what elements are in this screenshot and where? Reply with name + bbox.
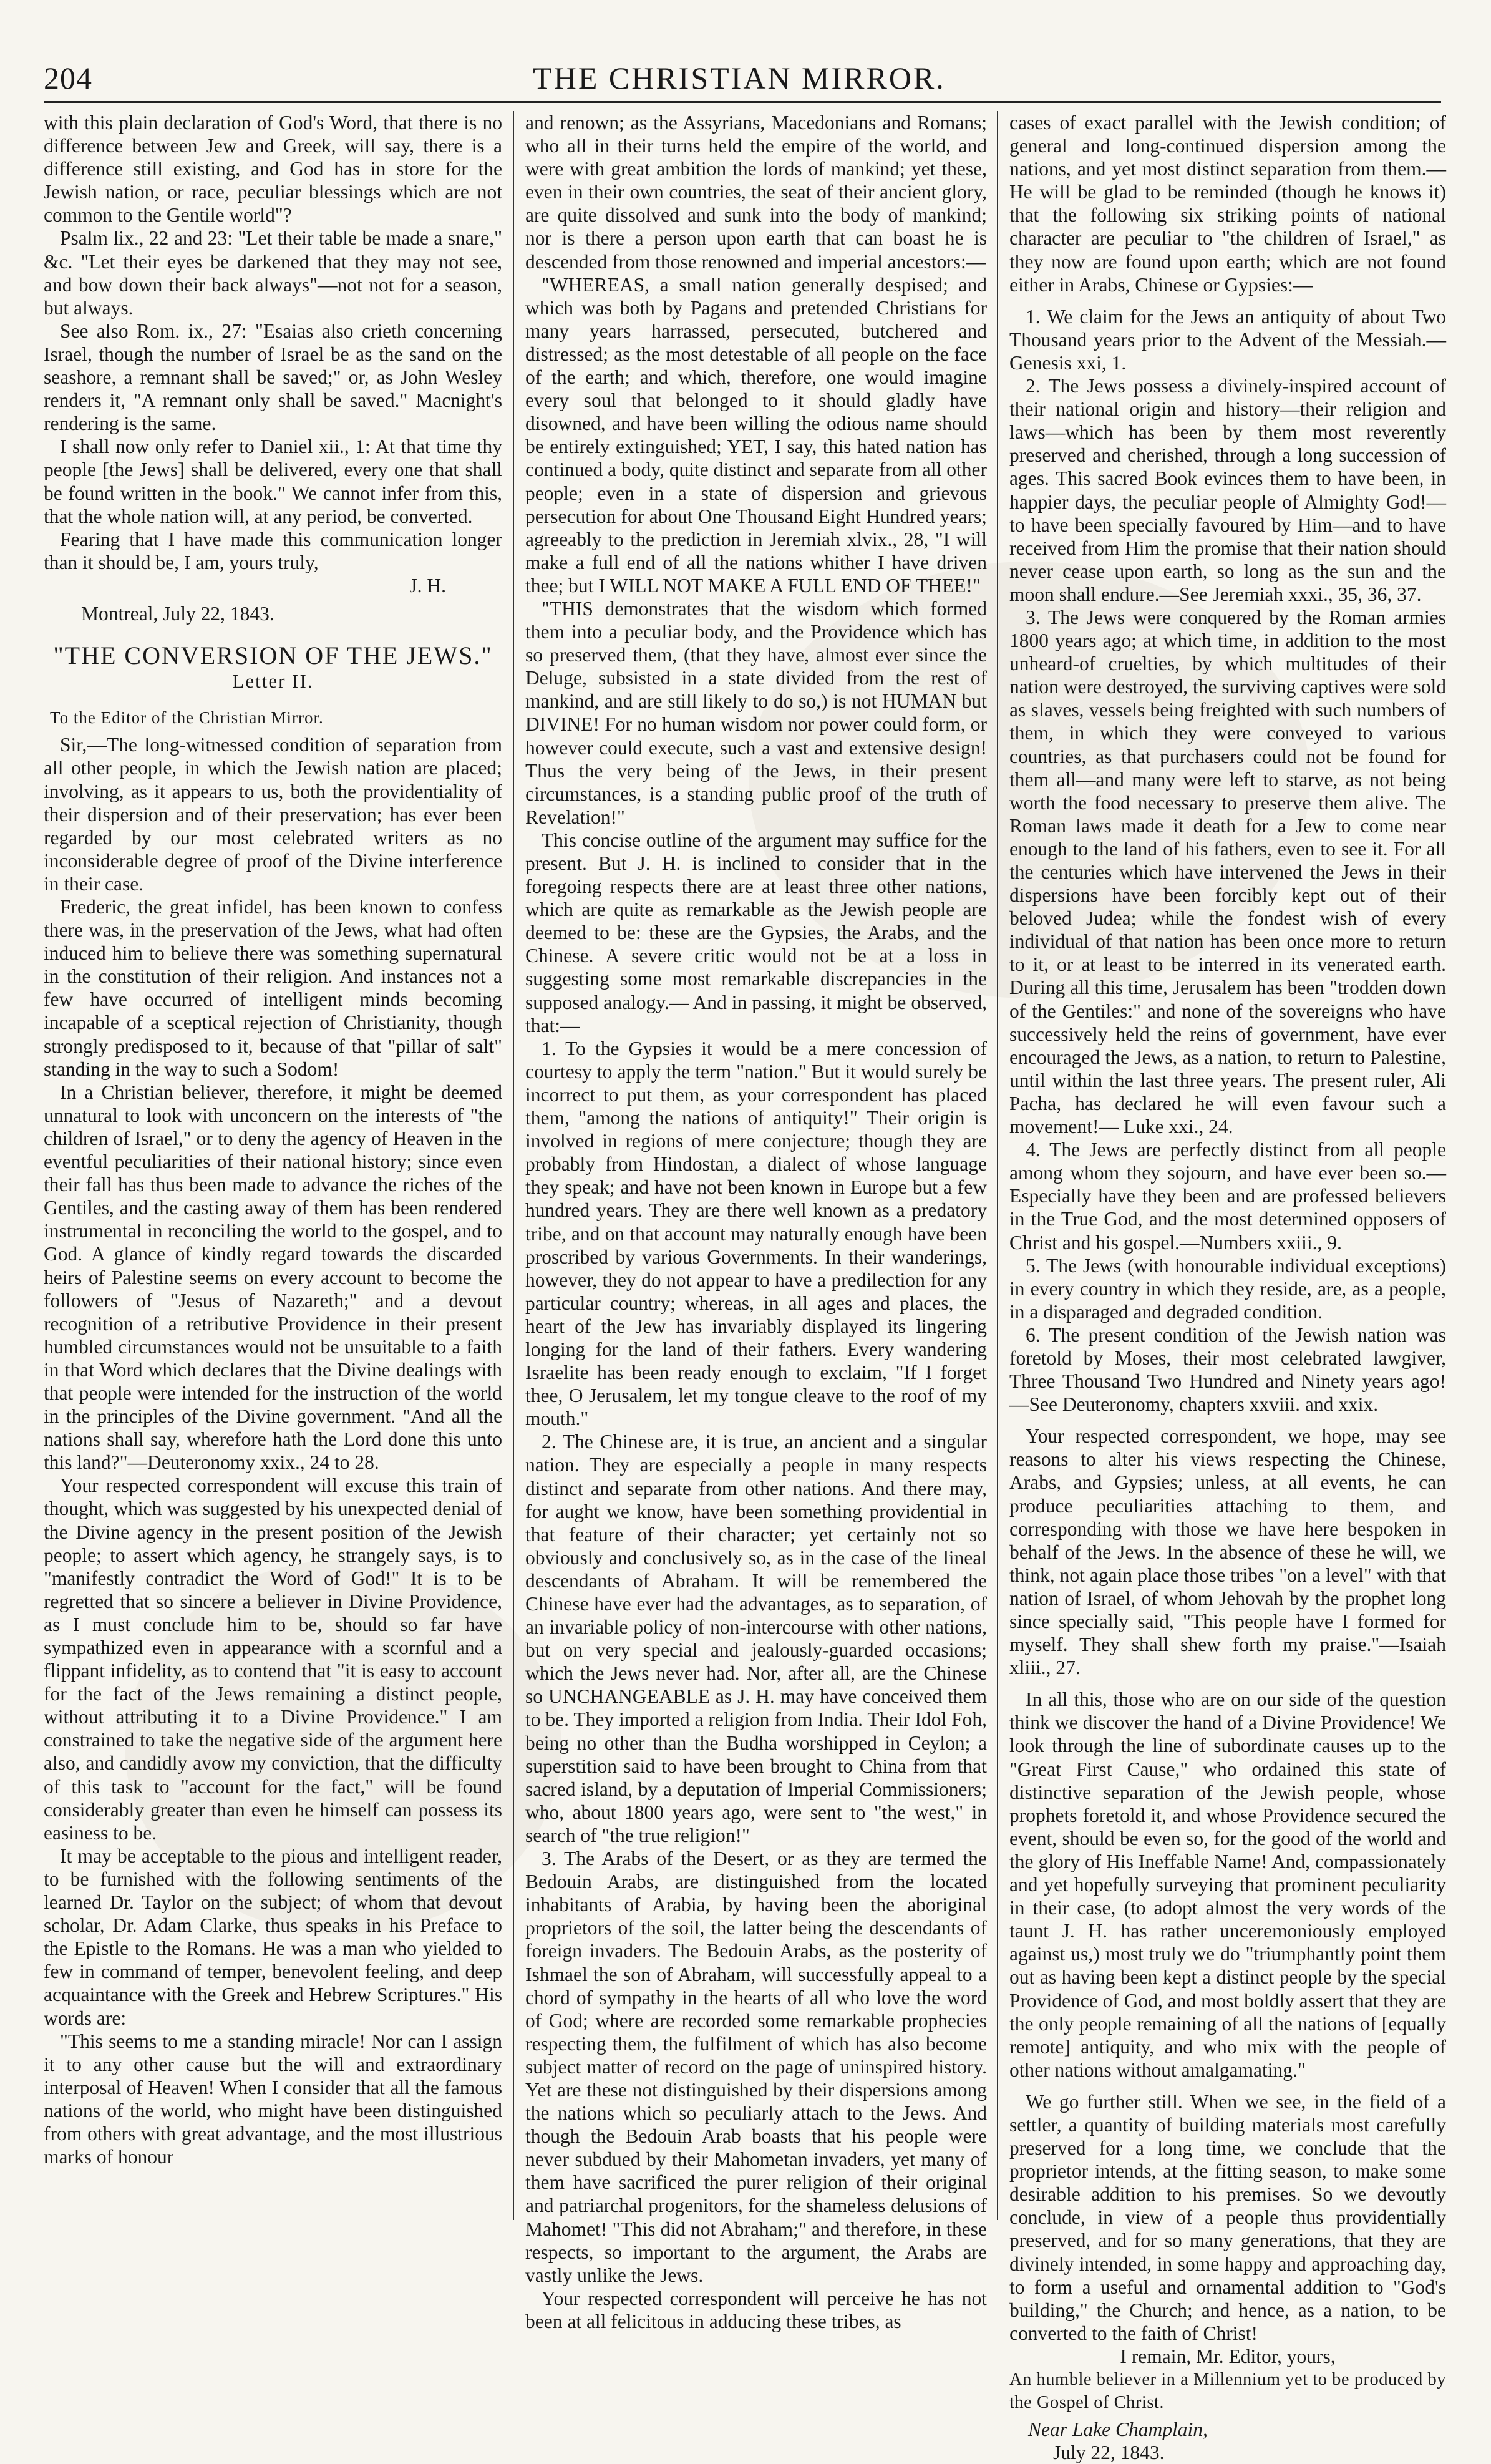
numbered-point: 6. The present condition of the Jewish nation was foretold by Moses, their most celebrated lawgiver, Three Thousand Two Hundred and Ninety years ago! —See Deuteronomy, chapters xxviii. and xxix. [1009,1323,1446,1416]
header-rule [44,101,1441,103]
column-rule [513,111,514,2220]
numbered-point: 5. The Jews (with honourable individual exceptions) in every country in which they reside, are, as a people, in a disparaged and degraded condition. [1009,1254,1446,1323]
paragraph: It may be acceptable to the pious and intelligent reader, to be furnished with the following sentiments of the learned Dr. Taylor on the subject; of whom that devout scholar, Dr. Adam Clarke, thus speaks in his Preface to the Epistle to the Romans. He was a man who yielded to few in command of temper, benevolent feeling, and deep acquaintance with the Greek and Hebrew Scriptures." His words are: [44,1844,502,2029]
paragraph: "This seems to me a standing miracle! Nor can I assign it to any other cause but the will and extraordinary interposal of Heaven! When I consider that all the famous nations of the world, who might have been distinguished from others with great advantage, and the most illustrious marks of honour [44,2030,502,2168]
dateline: Montreal, July 22, 1843. [81,602,274,625]
column-2 [525,111,987,2332]
paragraph: Psalm lix., 22 and 23: "Let their table be made a snare," &c. "Let their eyes be darkened that they may not see, and bow down their back always"—not not for a season, but always. [44,227,502,319]
paragraph: with this plain declaration of God's Word, that there is no difference between Jew and Greek, will say, there is a difference still existing, and God has in store for the Jewish nation, or race, peculiar blessings which are not common to the Gentile world"? [44,112,502,226]
paragraph: Your respected correspondent will perceive he has not been at all felicitous in adducing these tribes, as [525,2287,987,2332]
letter-title: "THE CONVERSION OF THE JEWS." [53,641,493,670]
signature: J. H. [409,574,446,597]
column-1 [44,111,502,2220]
page-number: 204 [44,61,92,95]
paragraph: In all this, those who are on our side of the question think we discover the hand of a Divine Providence! We look through the line of subordinate causes up to the "Great First Cause," who ordained this state of distinctive separation of the Jewish people, whose prophets foretold it, and whose Providence secured the event, should be even so, for the good of the world and the glory of His Ineffable Name! And, compassionately and yet hopefully surveying that prominent peculiarity in their case, (to adopt almost the very words of the taunt J. H. has rather unceremoniously employed against us,) most truly we do "triumphantly point them out as having been kept a distinct people by the special Providence of God, and most boldly assert that they are the only people remaining of all the nations of [equally remote] antiquity, and who mix with the people of other nations without amalgamating." [1009,1688,1446,2081]
date-line: July 22, 1843. [1053,2442,1165,2464]
running-title: THE CHRISTIAN MIRROR. [533,61,946,95]
salutation: To the Editor of the Christian Mirror. [50,708,324,728]
paragraph: Your respected correspondent will excuse this train of thought, which was suggested by his unexpected denial of the Divine agency in the present position of the Jewish people; to assert which agency, he strangely says, is to "manifestly contradict the Word of God!" It is to be regretted that so sincere a believer in Divine Providence, as I must conclude him to be, should so far have sympathized even in appearance with a scornful and a flippant infidelity, as to contend that "it is easy to account for the fact of the Jews remaining a distinct people, without attributing it to a Divine Providence." I am constrained to take the negative side of the argument here also, and candidly avow my conviction, that the difficulty of this task to "account for the fact," will be found considerably greater than even he himself can possess its easiness to be. [44,1474,502,1844]
column-3 [1009,111,1446,2464]
paragraph: 2. The Chinese are, it is true, an ancient and a singular nation. They are especially a people in many respects distinct and separate from other nations. And there may, for aught we know, have been something providential in that feature of their character; yet certainly not so obviously and conclusively so, as in the case of the lineal descendants of Abraham. It will be remembered the Chinese have ever had the advantages, as to separation, of an invariable policy of non-intercourse with other nations, but on very special and jealously-guarded occasions; which the Jews never had. Nor, after all, are the Chinese so UNCHANGEABLE as J. H. may have conceived them to be. They imported a religion from India. Their Idol Foh, being no other than the Budha worshipped in Ceylon; a superstition said to have been brought to China from that sacred island, by a deputation of Imperial Commissioners; who, about 1800 years ago, were sent to "the west," in search of "the true religion!" [525,1431,987,1846]
numbered-point: 3. The Jews were conquered by the Roman armies 1800 years ago; at which time, in addition to the most unheard-of cruelties, by which multitudes of their nation were destroyed, the surviving captives were sold as slaves, vessels being freighted with such numbers of them, in which they were conveyed to various countries, as that purchasers could not be found for them all—and many were left to starve, as not being worth the food necessary to preserve them alive. The Roman laws made it death for a Jew to come near enough to the land of his fathers, even to see it. For all the centuries which have intervened the Jews in their dispersions have been forcibly kept out of their beloved Judea; while the fondest wish of every individual of that nation has been once more to return to it, or at least to be interred in its venerated earth. During all this time, Jerusalem has been "trodden down of the Gentiles:" and none of the sovereigns who have successively held the reins of government, have ever encouraged the Jews, as a nation, to return to Palestine, until within the last three years. The present ruler, Ali Pacha, has declared he will even favour such a movement!— Luke xxi., 24. [1009,606,1446,1138]
paragraph: Your respected correspondent, we hope, may see reasons to alter his views respecting the Chinese, Arabs, and Gypsies; unless, at all events, he can produce peculiarities attaching to them, and corresponding with those we have here bespoken in behalf of the Jews. In the absence of these he will, we think, not again place those tribes "on a level" with that nation of Israel, of whom Jehovah by the prophet long since specially said, "This people have I formed for myself. They shall shew forth my praise."—Isaiah xliii., 27. [1009,1425,1446,1679]
paragraph: This concise outline of the argument may suffice for the present. But J. H. is inclined to consider that in the foregoing respects there are at least three other nations, which are quite as remarkable as the Jewish people are deemed to be: these are the Gypsies, the Arabs, and the Chinese. A severe critic would not be at a loss in suggesting some most remarkable discrepancies in the supposed analogy.— And in passing, it might be observed, that:— [525,829,987,1036]
page-header [37,57,1441,101]
closing: I remain, Mr. Editor, yours, [1120,2345,1336,2367]
paragraph: "WHEREAS, a small nation generally despised; and which was both by Pagans and pretended Christians for many years harrassed, persecuted, butchered and distressed; as the most detestable of all people on the face of the earth; and which, therefore, one would imagine every soul that belonged to it should gladly have disowned, and have been willing the odious name should be entirely extinguished; YET, I say, this hated nation has continued a body, quite distinct and separate from all other people; even in a state of dispersion and grievous persecution for about One Thousand Eight Hundred years; agreeably to the prediction in Jeremiah xlvix., 28, "I will make a full end of all the nations whither I have driven thee; but I WILL NOT MAKE A FULL END OF THEE!" [525,273,987,597]
numbered-point: 4. The Jews are perfectly distinct from all people among whom they sojourn, and have ever been so.— Especially have they been and are professed believers in the True God, and the most determined opposers of Christ and his gospel.—Numbers xxiii., 9. [1009,1139,1446,1254]
signoff: An humble believer in a Millennium yet to be produced by the Gospel of Christ. [1009,2370,1446,2413]
paragraph: We go further still. When we see, in the field of a settler, a quantity of building materials most carefully preserved for a long time, we conclude that the proprietor intends, at the fitting season, to make some desirable addition to his premises. So we devoutly conclude, in view of a people thus providentially preserved, and for so many generations, that they are divinely intended, in some happy and approaching day, to form a useful and ornamental addition to "God's building," the Church; and hence, as a nation, to be converted to the faith of Christ! [1009,2090,1446,2344]
paragraph: cases of exact parallel with the Jewish condition; of general and long-continued dispersion among the nations, and yet most distinct separation from them.— He will be glad to be reminded (though he knows it) that the following six striking points of national character are peculiar to "the children of Israel," as they now are found upon earth; which are not found either in Arabs, Chinese or Gypsies:— [1009,112,1446,296]
paragraph: Frederic, the great infidel, has been known to confess there was, in the preservation of the Jews, what had often induced him to believe there was something supernatural in the constitution of their religion. And instances not a few have occurred of intelligent minds becoming incapable of a sceptical rejection of Christianity, though strongly predisposed to it, because of that "pillar of salt" standing in the way to such a Sodom! [44,896,502,1080]
paragraph: In a Christian believer, therefore, it might be deemed unnatural to look with unconcern on the interests of "the children of Israel," or to deny the agency of Heaven in the eventful peculiarities of their national history; since even their fall has thus been made to advance the riches of the Gentiles, and the casting away of them has been rendered instrumental in reconciling the world to the gospel, and to God. A glance of kindly regard towards the discarded heirs of Palestine seems on every account to become the followers of "Jesus of Nazareth;" and a devout recognition of a retributive Providence in their present humbled circumstances would not be unsuitable to a faith in that Word which declares that the Divine dealings with that people were intended for the instruction of the world in the principles of the Divine government. "And all the nations shall say, wherefore hath the Lord done this unto this land?"—Deuteronomy xxix., 24 to 28. [44,1081,502,1474]
paragraph: "THIS demonstrates that the wisdom which formed them into a peculiar body, and the Providence which has so preserved them, (that they have, almost ever since the Deluge, subsisted in a state divided from the rest of mankind, and are still likely to do so,) is not HUMAN but DIVINE! For no human wisdom nor power could form, or however could execute, such a vast and extensive design! Thus the very being of the Jews, in their present circumstances, is a standing public proof of the truth of Revelation!" [525,597,987,828]
paragraph: and renown; as the Assyrians, Macedonians and Romans; who all in their turns held the empire of the world, and were with great ambition the lords of mankind; yet these, even in their own countries, the seat of their ancient glory, are quite dissolved and sunk into the body of mankind; nor is there a person upon earth that can boast he is descended from those renowned and imperial ancestors:— [525,112,987,273]
paragraph: 3. The Arabs of the Desert, or as they are termed the Bedouin Arabs, are distinguished from the located inhabitants of Arabia, by having been the aboriginal proprietors of the soil, the latter being the descendants of foreign invaders. The Bedouin Arabs, as the posterity of Ishmael the son of Abraham, will successfully appeal to a chord of sympathy in the hearts of all who love the word of God; where are recorded some remarkable prophecies respecting them, the fulfilment of which has also become subject matter of record on the page of uninspired history. Yet are these not distinguished by their dispersions among the nations which so peculiarly attach to the Jews. And though the Bedouin Arab boasts that his people were never subdued by their Mahometan invaders, yet many of them have sacrificed the purer religion of their original and patriarchal progenitors, for the shameless delusions of Mahomet! "This did not Abraham;" and therefore, in these respects, so important to the argument, the Arabs are vastly unlike the Jews. [525,1848,987,2286]
numbered-point: 2. The Jews possess a divinely-inspired account of their national origin and history—their religion and laws—which has been by them most reverently preserved and cherished, through a long succession of ages. This sacred Book evinces them to have been, in happier days, the peculiar people of Almighty God!—to have been specially favoured by Him—and to have received from Him the promise that their nation should never cease upon earth, so long as the sun and the moon shall endure.—See Jeremiah xxxi., 35, 36, 37. [1009,375,1446,605]
numbered-point: 1. We claim for the Jews an antiquity of about Two Thousand years prior to the Advent of the Messiah.—Genesis xxi, 1. [1009,305,1446,374]
paragraph: I shall now only refer to Daniel xii., 1: At that time thy people [the Jews] shall be delivered, every one that shall be found written in the book." We cannot infer from this, that the whole nation will, at any period, be converted. [44,436,502,527]
paragraph: Fearing that I have made this communication longer than it should be, I am, yours truly, [44,528,502,573]
paragraph: Sir,—The long-witnessed condition of separation from all other people, in which the Jewish nation are placed; involving, as it appears to us, both the providentiality of their dispersion and of their preservation; has ever been regarded by our most celebrated writers as no inconsiderable degree of proof of the Divine interference in their case. [44,734,502,895]
place-line: Near Lake Champlain, [1028,2418,1208,2441]
letter-subtitle: Letter II. [232,670,314,693]
paragraph: See also Rom. ix., 27: "Esaias also crieth concerning Israel, though the number of Israel be as the sand on the seashore, a remnant shall be saved;" or, as John Wesley renders it, "A remnant only shall be saved." Macnight's rendering is the same. [44,319,502,435]
paragraph: 1. To the Gypsies it would be a mere concession of courtesy to apply the term "nation." But it would surely be incorrect to put them, as your correspondent has placed them, "among the nations of antiquity!" Their origin is involved in regions of mere conjecture; though they are probably from Hindostan, a dialect of whose language they speak; and have not been known in Europe but a few hundred years. They are there well known as a predatory tribe, and on that account may naturally enough have been proscribed by various Governments. In their wanderings, however, they do not appear to have a predilection for any particular country; whereas, in all ages and places, the heart of the Jew has invariably displayed its lingering longing for the land of their fathers. Every wandering Israelite has been ready enough to exclaim, "If I forget thee, O Jerusalem, let my tongue cleave to the roof of my mouth." [525,1037,987,1430]
column-rule [997,111,998,2220]
